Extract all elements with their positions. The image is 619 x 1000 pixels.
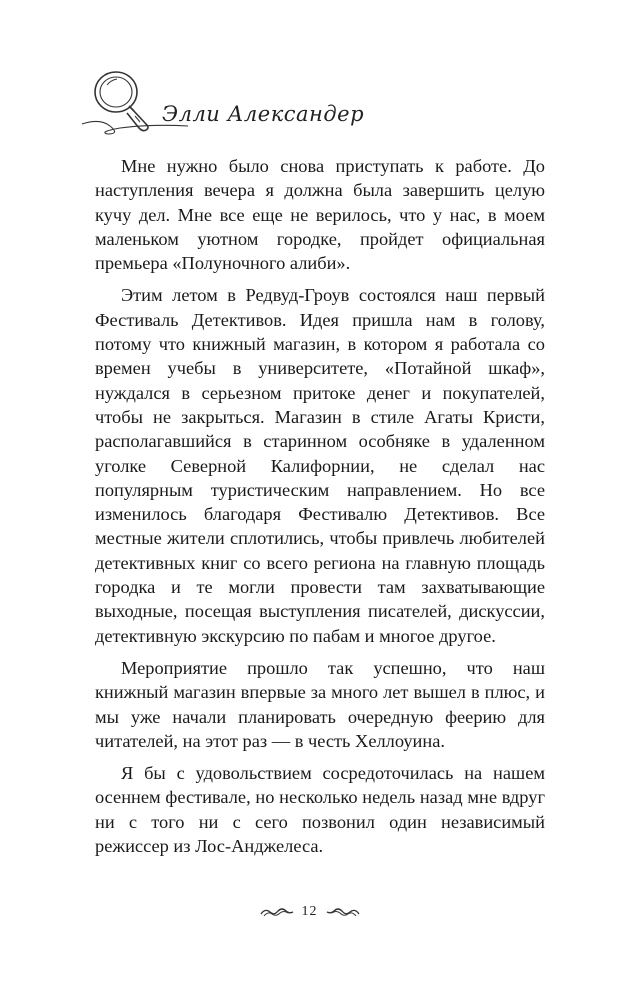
page-number: 12 [301, 904, 318, 919]
author-name: Элли Александер [162, 102, 365, 126]
body-text [95, 154, 545, 866]
running-header [80, 66, 380, 146]
paragraph: Я бы с удовольствием сосредоточилась на нашем осеннем фестивале, но несколько недель назад мне вдруг ни с того ни с сего позвонил один независимый режиссер из Лос-Анджелеса. [95, 763, 545, 857]
flourish-left-icon [260, 905, 294, 919]
page-footer [0, 900, 619, 924]
paragraph: Мероприятие прошло так успешно, что наш книжный магазин впервые за много лет вышел в плюс, и мы уже начали планировать очередную феерию для читателей, на этот раз — в честь Хеллоуина. [95, 657, 545, 751]
paragraph: Этим летом в Редвуд-Гроув состоялся наш первый Фестиваль Детективов. Идея пришла нам в голову, потому что книжный магазин, в котором я работала со времен учебы в университете, «Потайной шкаф», нуждался в серьезном притоке денег и покупателей, чтобы не закрыться. Магазин в стиле Агаты Кристи, располагавшийся в старинном особняке в удаленном уголке Северной Калифорнии, не сделал нас популярным туристическим направлением. Но все изменилось благодаря Фестивалю Детективов. Все местные жители сплотились, чтобы привлечь любителей детективных книг со всего региона на главную площадь городка и те могли провести там захватывающие выходные, посещая выступления писателей, дискуссии, детективную экскурсию по пабам и многое другое. [95, 285, 545, 646]
flourish-right-icon [326, 905, 360, 919]
paragraph: Мне нужно было снова приступать к работе. До наступления вечера я должна была завершить целую кучу дел. Мне все еще не верилось, что у нас, в моем маленьком уютном городке, пройдет официальная премьера «Полуночного алиби». [95, 156, 545, 274]
